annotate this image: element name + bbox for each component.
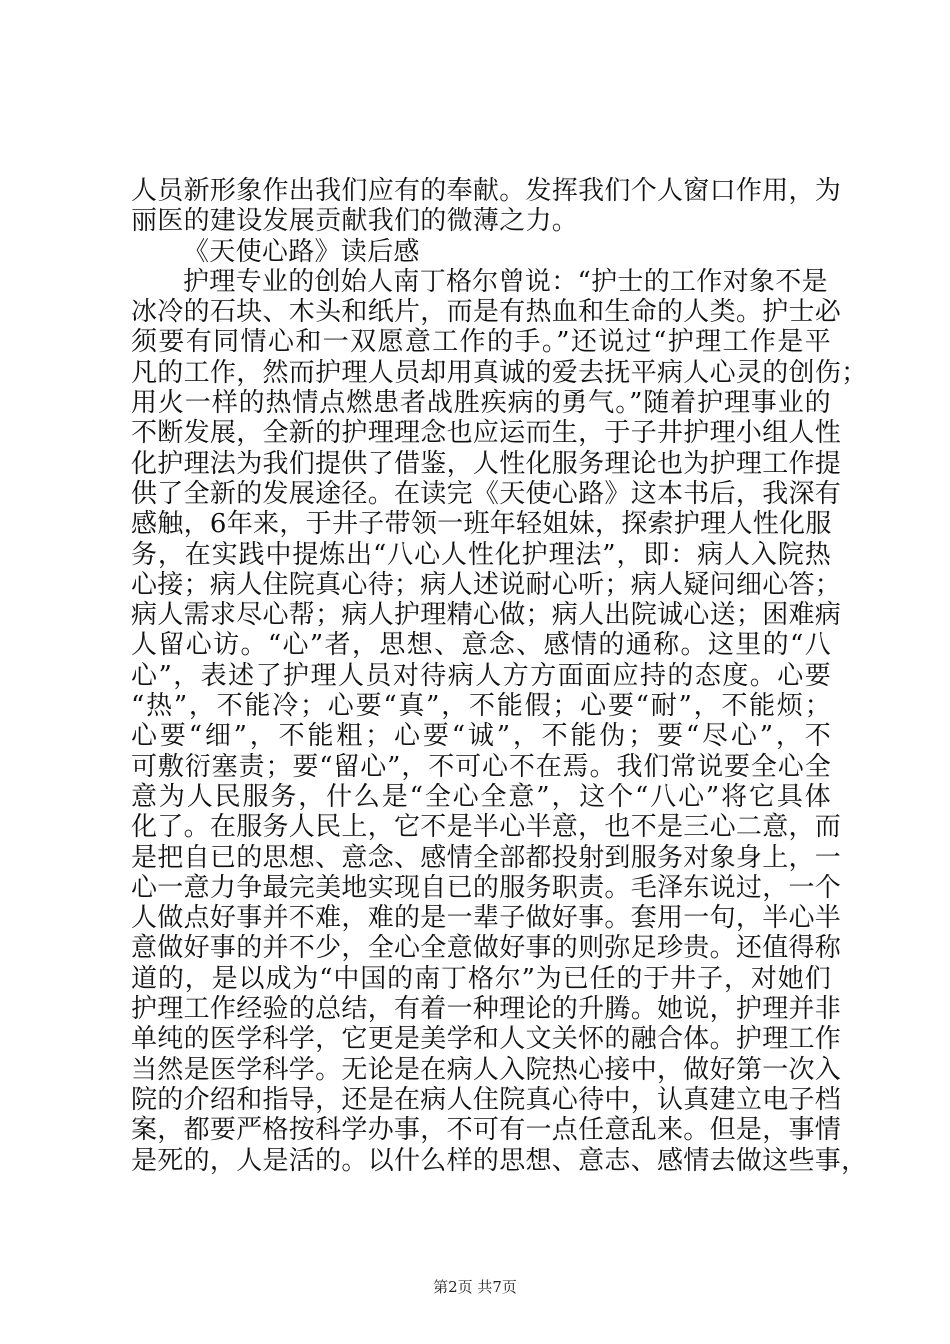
text-line: 单纯的医学科学，它更是美学和人文关怀的融合体。护理工作 xyxy=(131,1024,842,1055)
text-line: 道的，是以成为“中国的南丁格尔”为已任的于井子，对她们 xyxy=(131,963,831,994)
text-line: 可敷衍塞责；要“留心”，不可心不在焉。我们常说要全心全 xyxy=(131,751,831,782)
text-line: “热”，不能冷；心要“真”，不能假；心要“耐”，不能烦； xyxy=(131,691,831,722)
text-line: 务，在实践中提炼出“八心人性化护理法”，即：病人入院热 xyxy=(131,539,831,570)
text-line: 用火一样的热情点燃患者战胜疾病的勇气。”随着护理事业的 xyxy=(131,388,831,419)
document-body xyxy=(131,176,868,1176)
text-line: 是把自已的思想、意念、感情全部都投射到服务对象身上，一 xyxy=(131,842,842,873)
text-line: 丽医的建设发展贡献我们的微薄之力。 xyxy=(131,206,579,237)
text-line: 感触，6年来，于井子带领一班年轻姐妹，探索护理人性化服 xyxy=(131,509,832,540)
text-line: 心接；病人住院真心待；病人述说耐心听；病人疑问细心答； xyxy=(131,569,842,600)
text-line: 案，都要严格按科学办事，不可有一点任意乱来。但是，事情 xyxy=(131,1115,842,1146)
text-line: 化了。在服务人民上，它不是半心半意，也不是三心二意，而 xyxy=(131,812,842,843)
text-line: 意做好事的并不少，全心全意做好事的则弥足珍贵。还值得称 xyxy=(131,933,842,964)
text-line: 化护理法为我们提供了借鉴，人性化服务理论也为护理工作提 xyxy=(131,448,842,479)
text-line: 人做点好事并不难，难的是一辈子做好事。套用一句，半心半 xyxy=(131,903,842,934)
text-line: 病人需求尽心帮；病人护理精心做；病人出院诚心送；困难病 xyxy=(131,600,842,631)
text-line: 护理专业的创始人南丁格尔曾说：“护士的工作对象不是 xyxy=(183,266,828,297)
text-line: 冰冷的石块、木头和纸片，而是有热血和生命的人类。护士必 xyxy=(131,297,842,328)
text-line: 是死的，人是活的。以什么样的思想、意志、感情去做这些事， xyxy=(131,1145,868,1176)
text-line: 意为人民服务，什么是“全心全意”，这个“八心”将它具体 xyxy=(131,781,831,812)
text-line: 心”，表述了护理人员对待病人方方面面应持的态度。心要 xyxy=(131,660,831,691)
text-line: 凡的工作，然而护理人员却用真诚的爱去抚平病人心灵的创伤； xyxy=(131,357,868,388)
text-line: 院的介绍和指导，还是在病人住院真心待中，认真建立电子档 xyxy=(131,1084,842,1115)
text-line: 当然是医学科学。无论是在病人入院热心接中，做好第一次入 xyxy=(131,1054,842,1085)
text-line: 须要有同情心和一双愿意工作的手。”还说过“护理工作是平 xyxy=(131,327,831,358)
text-line: 心要“细”，不能粗；心要“诚”，不能伪；要“尽心”，不 xyxy=(131,721,831,752)
text-line: 人员新形象作出我们应有的奉献。发挥我们个人窗口作用，为 xyxy=(131,176,842,206)
text-line: 人留心访。“心”者，思想、意念、感情的通称。这里的“八 xyxy=(131,630,831,661)
article-title: 《天使心路》读后感 xyxy=(183,236,420,267)
page-footer xyxy=(0,1276,950,1297)
text-line: 供了全新的发展途径。在读完《天使心路》这本书后，我深有 xyxy=(131,478,842,509)
text-line: 心一意力争最完美地实现自已的服务职责。毛泽东说过，一个 xyxy=(131,872,842,903)
page-indicator: 第2页 共7页 xyxy=(433,1278,517,1296)
text-line: 护理工作经验的总结，有着一种理论的升腾。她说，护理并非 xyxy=(131,994,842,1025)
text-line: 不断发展，全新的护理理念也应运而生，于子井护理小组人性 xyxy=(131,418,842,449)
